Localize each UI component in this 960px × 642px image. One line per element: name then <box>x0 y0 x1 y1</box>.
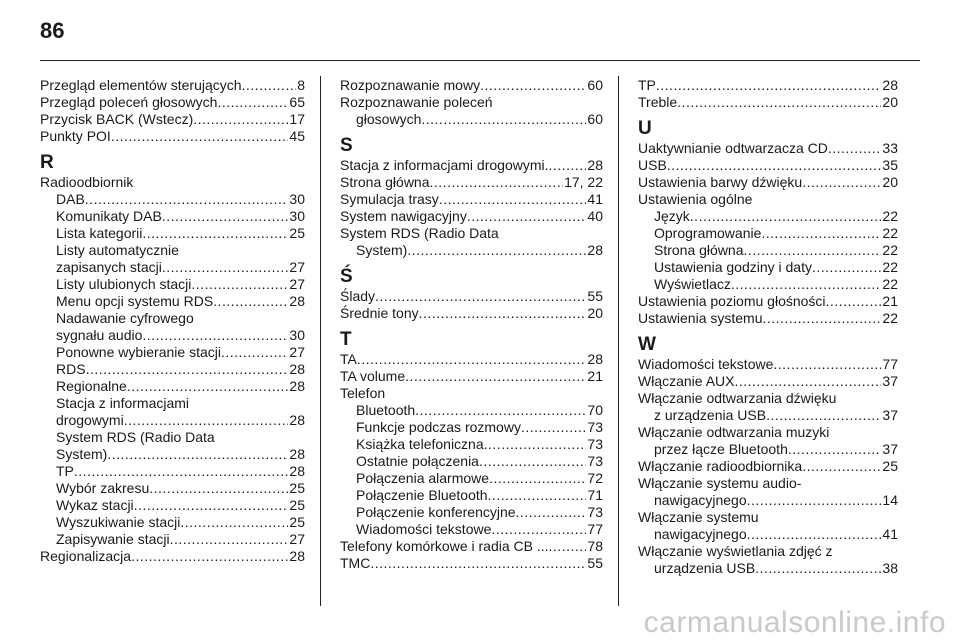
dot-leader <box>766 407 881 424</box>
page-reference: 41 <box>882 526 898 542</box>
dot-leader <box>221 344 288 361</box>
index-entry-heading: Włączanie systemu <box>638 509 759 525</box>
entry-label: zapisanych stacji <box>56 259 162 275</box>
page-reference: 28 <box>289 412 305 428</box>
section-letter: Ś <box>340 266 353 287</box>
dot-leader <box>744 242 882 259</box>
dot-leader <box>375 288 586 305</box>
dot-leader <box>677 94 881 111</box>
index-column-3 <box>638 77 898 577</box>
page-reference: 30 <box>289 327 305 343</box>
entry-label: Ustawienia barwy dźwięku <box>638 174 803 190</box>
page-reference: 21 <box>587 368 603 384</box>
entry-label: TMC <box>340 555 371 571</box>
dot-leader <box>773 356 881 373</box>
entry-label: Wyświetlacz <box>654 276 731 292</box>
dot-leader <box>85 191 289 208</box>
dot-leader <box>370 555 586 572</box>
dot-leader <box>74 463 289 480</box>
page-reference: 37 <box>882 441 898 457</box>
index-entry <box>340 351 603 368</box>
dot-leader <box>421 111 586 128</box>
entry-label: Treble <box>638 94 678 110</box>
entry-label: Wyszukiwanie stacji <box>56 514 181 530</box>
dot-leader <box>162 259 289 276</box>
dot-leader <box>467 208 587 225</box>
page-reference: 70 <box>587 402 603 418</box>
entry-label: System) <box>356 242 408 258</box>
entry-label: Telefony komórkowe i radia CB ... <box>340 538 549 554</box>
index-entry <box>340 368 603 385</box>
index-subentry <box>40 361 305 378</box>
page-reference: 65 <box>289 94 305 110</box>
entry-label: Menu opcji systemu RDS <box>56 293 214 309</box>
dot-leader <box>357 351 587 368</box>
dot-leader <box>731 276 882 293</box>
index-entry <box>340 191 603 208</box>
page-reference: 28 <box>587 351 603 367</box>
index-subentry <box>638 441 898 458</box>
index-subentry <box>40 463 305 480</box>
index-subentry <box>340 111 603 128</box>
entry-label: Przycisk BACK (Wstecz) <box>40 111 194 127</box>
index-subentry <box>340 402 603 419</box>
dot-leader <box>415 402 586 419</box>
index-subentry <box>40 191 305 208</box>
entry-label: Książka telefoniczna <box>356 436 484 452</box>
page-reference: 35 <box>882 157 898 173</box>
dot-leader <box>763 310 882 327</box>
dot-leader <box>479 453 586 470</box>
dot-leader <box>149 480 288 497</box>
column-divider <box>320 76 321 606</box>
column-divider <box>618 76 619 606</box>
index-subentry <box>638 259 898 276</box>
dot-leader <box>111 128 289 145</box>
page-reference: 55 <box>587 555 603 571</box>
index-entry <box>340 555 603 572</box>
index-subentry <box>40 446 305 463</box>
index-column-1 <box>40 77 305 565</box>
page-reference: 28 <box>587 242 603 258</box>
page-reference: 22 <box>882 259 898 275</box>
index-subentry <box>340 470 603 487</box>
page-reference: 78 <box>587 538 603 554</box>
index-subentry <box>340 453 603 470</box>
entry-label: sygnału audio <box>56 327 143 343</box>
page-reference: 25 <box>882 458 898 474</box>
entry-label: Ustawienia systemu <box>638 310 763 326</box>
entry-label: Język <box>654 208 690 224</box>
section-letter: T <box>340 329 352 350</box>
index-subentry <box>340 419 603 436</box>
entry-label: Wybór zakresu <box>56 480 150 496</box>
entry-label: USB <box>638 157 667 173</box>
index-subentry <box>340 436 603 453</box>
page-reference: 25 <box>289 480 305 496</box>
page-reference: 72 <box>587 470 603 486</box>
page-reference: 37 <box>882 407 898 423</box>
entry-label: Włączanie radioodbiornika <box>638 458 803 474</box>
page-reference: 73 <box>587 436 603 452</box>
dot-leader <box>193 111 288 128</box>
index-subentry <box>340 504 603 521</box>
index-subentry <box>40 259 305 276</box>
dot-leader <box>549 538 587 555</box>
header-rule <box>40 60 920 61</box>
index-subentry <box>40 327 305 344</box>
entry-label: DAB <box>56 191 85 207</box>
index-entry-heading: Ustawienia ogólne <box>638 191 753 207</box>
dot-leader <box>549 157 587 174</box>
entry-label: Stacja z informacjami drogowymi. <box>340 157 549 173</box>
index-subentry <box>340 487 603 504</box>
index-subentry <box>40 293 305 310</box>
entry-label: Przegląd poleceń głosowych <box>40 94 218 110</box>
page-reference: 20 <box>882 94 898 110</box>
entry-label: TP <box>56 463 74 479</box>
page-reference: 27 <box>289 259 305 275</box>
index-entry <box>40 548 305 565</box>
entry-label: Strona główna <box>340 174 430 190</box>
entry-label: Uaktywnianie odtwarzacza CD <box>638 140 828 156</box>
page-reference: 30 <box>289 208 305 224</box>
dot-leader <box>124 412 289 429</box>
entry-label: Połączenie Bluetooth <box>356 487 488 503</box>
page-reference: 38 <box>882 560 898 576</box>
dot-leader <box>488 487 587 504</box>
entry-label: TP <box>638 77 656 93</box>
entry-label: Oprogramowanie <box>654 225 762 241</box>
page-reference: 28 <box>587 157 603 173</box>
page-reference: 27 <box>289 276 305 292</box>
dot-leader <box>516 504 587 521</box>
entry-label: z urządzenia USB <box>654 407 767 423</box>
index-subentry <box>638 560 898 577</box>
index-subentry <box>40 514 305 531</box>
section-letter: R <box>40 152 54 173</box>
dot-leader <box>405 368 586 385</box>
index-entry <box>638 293 898 310</box>
index-entry <box>340 538 603 555</box>
page-reference: 73 <box>587 453 603 469</box>
entry-label: Połączenie konferencyjne <box>356 504 516 520</box>
entry-label: TA volume <box>340 368 406 384</box>
page-reference: 71 <box>587 487 603 503</box>
entry-label: Funkcje podczas rozmowy <box>356 419 521 435</box>
entry-label: Ponowne wybieranie stacji <box>56 344 221 360</box>
index-entry-heading: Radioodbiornik <box>40 174 134 190</box>
entry-label: Komunikaty DAB <box>56 208 162 224</box>
page-reference: 30 <box>289 191 305 207</box>
page-reference: 22 <box>882 208 898 224</box>
page-reference: 27 <box>289 344 305 360</box>
entry-label: Wykaz stacji <box>56 497 134 513</box>
page-reference: 22 <box>882 276 898 292</box>
index-entry <box>638 356 898 373</box>
index-subentry <box>638 242 898 259</box>
index-subentry-text: Stacja z informacjami <box>56 395 190 411</box>
index-subentry <box>40 344 305 361</box>
dot-leader <box>180 514 288 531</box>
entry-label: Listy ulubionych stacji <box>56 276 192 292</box>
page-reference: 17 <box>289 111 305 127</box>
page-reference: 27 <box>289 531 305 547</box>
page-reference: 28 <box>882 77 898 93</box>
entry-label: przez łącze Bluetooth <box>654 441 788 457</box>
page-number: 86 <box>40 18 65 43</box>
dot-leader <box>162 208 289 225</box>
dot-leader <box>107 446 288 463</box>
page-reference: 73 <box>587 504 603 520</box>
section-letter: S <box>340 135 353 156</box>
entry-label: System) <box>56 446 108 462</box>
dot-leader <box>131 548 288 565</box>
index-entry <box>638 373 898 390</box>
page-reference: 55 <box>587 288 603 304</box>
index-entry <box>638 94 898 111</box>
entry-label: Symulacja trasy <box>340 191 439 207</box>
page-reference: 40 <box>587 208 603 224</box>
dot-leader <box>690 208 882 225</box>
index-entry <box>40 94 305 111</box>
page-reference: 77 <box>587 521 603 537</box>
index-entry <box>340 288 603 305</box>
entry-label: Wiadomości tekstowe <box>356 521 492 537</box>
index-subentry <box>340 521 603 538</box>
dot-leader <box>747 526 882 543</box>
page-reference: 25 <box>289 514 305 530</box>
page-reference: 60 <box>587 77 603 93</box>
entry-label: System nawigacyjny <box>340 208 467 224</box>
entry-label: Połączenia alarmowe <box>356 470 490 486</box>
dot-leader <box>667 157 882 174</box>
page-reference: 28 <box>289 463 305 479</box>
page-reference: 33 <box>882 140 898 156</box>
index-entry-heading: Rozpoznawanie poleceń <box>340 94 493 110</box>
entry-label: urządzenia USB <box>654 560 756 576</box>
page-reference: 25 <box>289 497 305 513</box>
page-reference: 22 <box>882 225 898 241</box>
index-entry-heading: Telefon <box>340 385 386 401</box>
entry-label: RDS <box>56 361 86 377</box>
dot-leader <box>656 77 882 94</box>
index-entry <box>638 174 898 191</box>
index-subentry <box>638 526 898 543</box>
dot-leader <box>142 327 288 344</box>
index-subentry <box>638 492 898 509</box>
entry-label: Ustawienia godziny i daty <box>654 259 812 275</box>
index-entry-heading: Włączanie odtwarzania muzyki <box>638 424 830 440</box>
dot-leader <box>747 492 882 509</box>
index-column-2 <box>340 77 603 572</box>
entry-label: nawigacyjnego <box>654 492 747 508</box>
page-reference: 45 <box>289 128 305 144</box>
entry-label: głosowych <box>356 111 422 127</box>
section-letter: W <box>638 334 656 355</box>
entry-label: Zapisywanie stacji <box>56 531 170 547</box>
index-subentry <box>40 531 305 548</box>
page-reference: 28 <box>289 548 305 564</box>
dot-leader <box>191 276 288 293</box>
index-entry <box>340 208 603 225</box>
index-entry <box>340 305 603 322</box>
section-letter: U <box>638 118 652 139</box>
entry-label: Wiadomości tekstowe <box>638 356 774 372</box>
entry-label: Ostatnie połączenia <box>356 453 479 469</box>
entry-label: Ślady <box>340 288 376 304</box>
index-subentry-text: Listy automatycznie <box>56 242 179 258</box>
index-entry <box>638 140 898 157</box>
index-subentry <box>40 412 305 429</box>
dot-leader <box>142 225 288 242</box>
page-reference: 37 <box>882 373 898 389</box>
index-entry <box>340 157 603 174</box>
entry-label: drogowymi <box>56 412 124 428</box>
dot-leader <box>86 361 289 378</box>
index-subentry <box>40 378 305 395</box>
entry-label: Regionalizacja <box>40 548 132 564</box>
index-entry-heading: Włączanie odtwarzania dźwięku <box>638 390 837 406</box>
dot-leader <box>484 436 587 453</box>
dot-leader <box>430 174 564 191</box>
dot-leader <box>242 77 297 94</box>
index-entry <box>340 174 603 191</box>
dot-leader <box>755 560 881 577</box>
page-reference: 73 <box>587 419 603 435</box>
entry-label: Lista kategorii <box>56 225 143 241</box>
dot-leader <box>521 419 586 436</box>
dot-leader <box>828 140 882 157</box>
index-entry <box>40 111 305 128</box>
dot-leader <box>127 378 289 395</box>
page-reference: 41 <box>587 191 603 207</box>
entry-label: Regionalne <box>56 378 127 394</box>
page-reference: 8 <box>297 77 305 93</box>
index-entry <box>638 458 898 475</box>
entry-label: Przegląd elementów sterujących <box>40 77 242 93</box>
index-subentry-text: Nadawanie cyfrowego <box>56 310 194 326</box>
index-subentry <box>638 276 898 293</box>
dot-leader <box>407 242 586 259</box>
dot-leader <box>788 441 882 458</box>
dot-leader <box>217 94 288 111</box>
index-entry <box>40 128 305 145</box>
page-reference: 28 <box>289 293 305 309</box>
page-reference: 20 <box>587 305 603 321</box>
index-subentry-text: System RDS (Radio Data <box>56 429 215 445</box>
dot-leader <box>812 259 881 276</box>
dot-leader <box>734 373 881 390</box>
page-reference: 20 <box>882 174 898 190</box>
page-reference: 28 <box>289 446 305 462</box>
index-subentry <box>340 242 603 259</box>
dot-leader <box>826 293 882 310</box>
entry-label: Rozpoznawanie mowy <box>340 77 481 93</box>
dot-leader <box>134 497 289 514</box>
dot-leader <box>489 470 586 487</box>
dot-leader <box>170 531 289 548</box>
dot-leader <box>419 305 587 322</box>
dot-leader <box>802 458 881 475</box>
dot-leader <box>213 293 288 310</box>
entry-label: TA <box>340 351 357 367</box>
entry-label: Ustawienia poziomu głośności <box>638 293 826 309</box>
page-reference: 25 <box>289 225 305 241</box>
page-reference: 21 <box>882 293 898 309</box>
dot-leader <box>761 225 881 242</box>
index-subentry <box>40 225 305 242</box>
page-reference: 22 <box>882 242 898 258</box>
dot-leader <box>480 77 586 94</box>
index-entry <box>638 157 898 174</box>
dot-leader <box>439 191 587 208</box>
index-entry <box>638 310 898 327</box>
page-reference: 17, 22 <box>564 174 603 190</box>
entry-label: Włączanie AUX <box>638 373 735 389</box>
index-subentry <box>638 225 898 242</box>
entry-label: Średnie tony <box>340 305 419 321</box>
index-subentry <box>638 407 898 424</box>
page-reference: 28 <box>289 361 305 377</box>
index-entry-heading: Włączanie systemu audio- <box>638 475 802 491</box>
dot-leader <box>491 521 586 538</box>
index-entry-heading: System RDS (Radio Data <box>340 225 499 241</box>
index-subentry <box>40 208 305 225</box>
watermark: carmanualsonline.info <box>643 606 946 639</box>
page-reference: 14 <box>882 492 898 508</box>
page-reference: 77 <box>882 356 898 372</box>
index-subentry <box>40 276 305 293</box>
index-subentry <box>40 497 305 514</box>
page-reference: 22 <box>882 310 898 326</box>
entry-label: Punkty POI <box>40 128 111 144</box>
index-subentry <box>638 208 898 225</box>
page-reference: 28 <box>289 378 305 394</box>
dot-leader <box>802 174 881 191</box>
entry-label: nawigacyjnego <box>654 526 747 542</box>
index-entry-heading: Włączanie wyświetlania zdjęć z <box>638 543 833 559</box>
entry-label: Strona główna <box>654 242 744 258</box>
index-entry <box>40 77 305 94</box>
index-entry <box>638 77 898 94</box>
index-subentry <box>40 480 305 497</box>
page-reference: 60 <box>587 111 603 127</box>
index-entry <box>340 77 603 94</box>
entry-label: Bluetooth <box>356 402 416 418</box>
